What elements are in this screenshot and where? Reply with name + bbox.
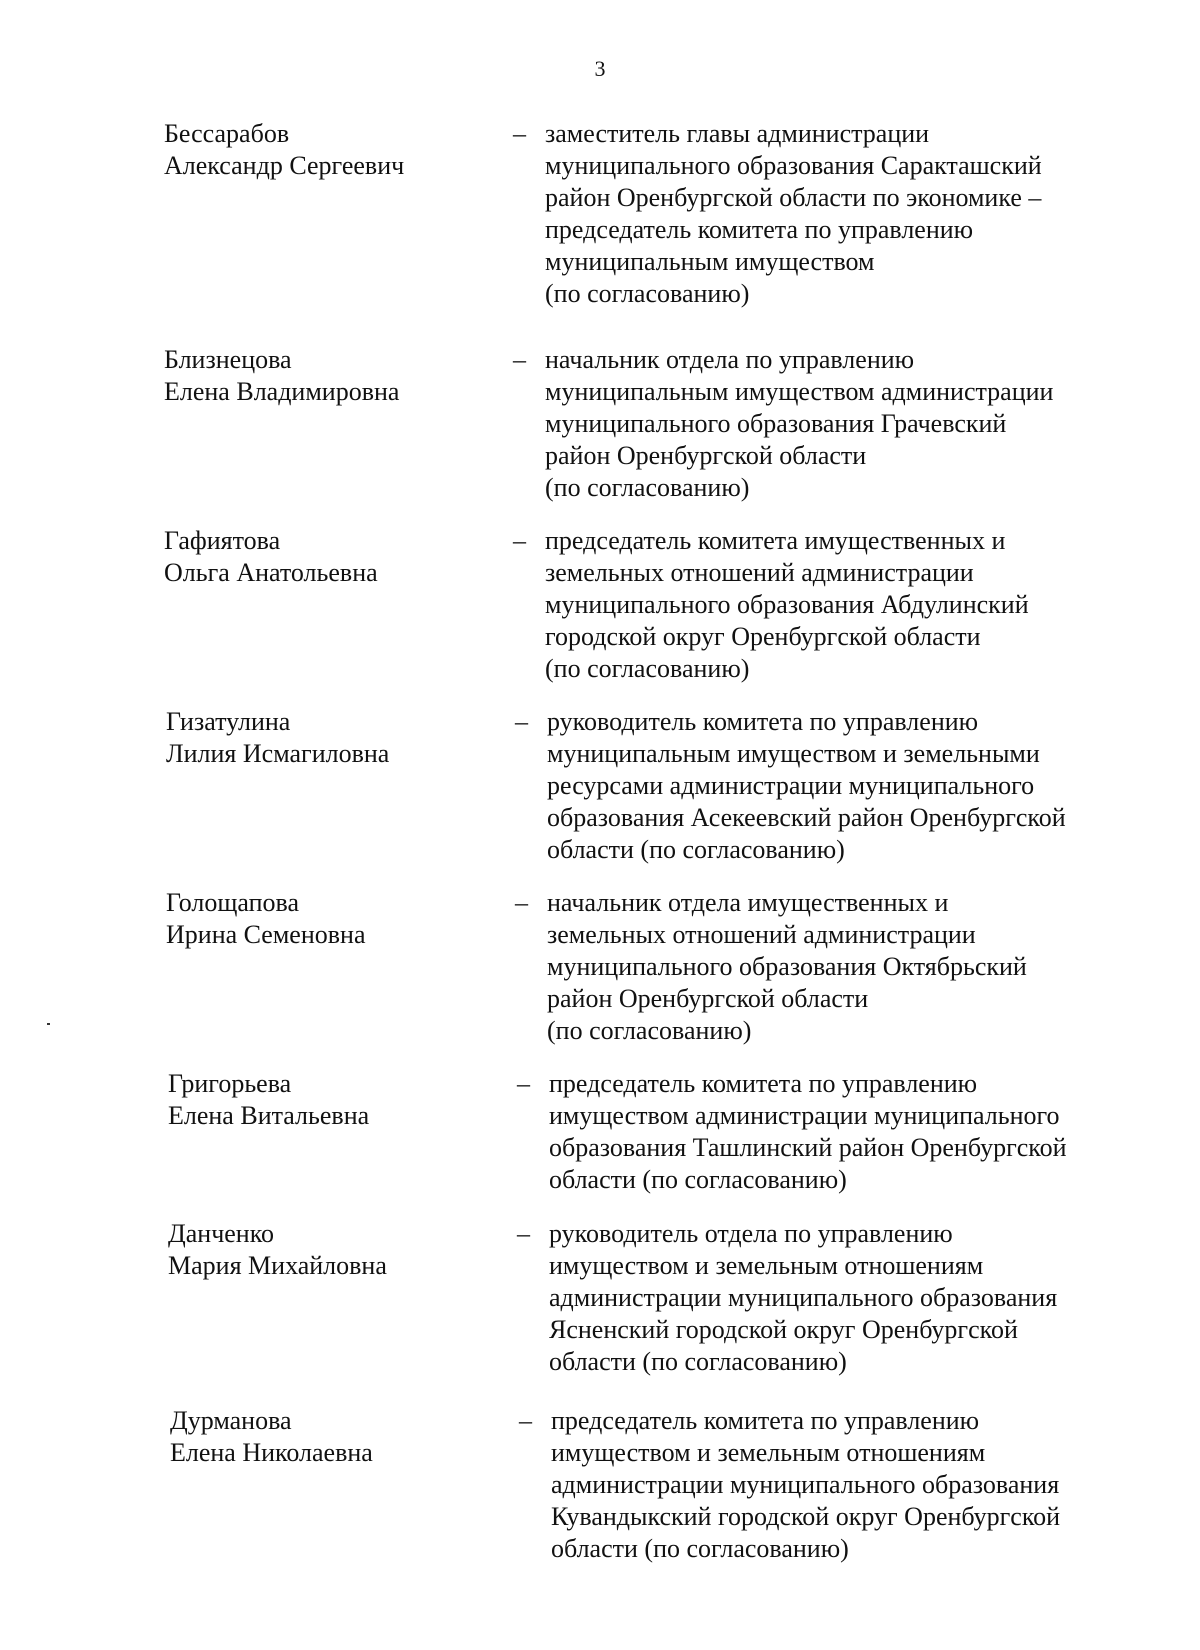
member-position: [549, 1218, 1149, 1378]
member-position-line: области (по согласованию): [547, 835, 845, 864]
member-position-line: администрации муниципального образования: [549, 1283, 1058, 1312]
member-position-line: председатель комитета по управлению: [545, 215, 974, 244]
member-dash: –: [519, 1406, 532, 1435]
member-position-line: муниципальным имуществом администрации: [545, 377, 1054, 406]
member-position-line: Кувандыкский городской округ Оренбургской: [551, 1502, 1061, 1531]
member-position-line: (по согласованию): [547, 1016, 752, 1045]
member-dash: –: [513, 345, 526, 374]
member-position-line: имуществом и земельным отношениям: [551, 1438, 986, 1467]
member-position-line: муниципального образования Абдулинский: [545, 590, 1029, 619]
member-surname: Бессарабов: [164, 119, 290, 148]
page-number: 3: [594, 56, 606, 81]
member-name: [164, 525, 494, 589]
member-position: [549, 1068, 1149, 1196]
member-position-line: (по согласованию): [545, 654, 750, 683]
member-given-names: Елена Витальевна: [168, 1101, 370, 1130]
member-position-line: председатель комитета по управлению: [549, 1069, 978, 1098]
member-surname: Голощапова: [166, 888, 299, 917]
member-position: [547, 706, 1147, 866]
member-surname: Гафиятова: [164, 526, 281, 555]
member-position-line: район Оренбургской области по экономике –: [545, 183, 1042, 212]
member-position-line: район Оренбургской области: [547, 984, 869, 1013]
member-given-names: Ольга Анатольевна: [164, 558, 378, 587]
member-given-names: Ирина Семеновна: [166, 920, 366, 949]
member-position-line: заместитель главы администрации: [545, 119, 930, 148]
member-position-line: земельных отношений администрации: [545, 558, 974, 587]
member-position-line: земельных отношений администрации: [547, 920, 976, 949]
member-given-names: Лилия Исмагиловна: [166, 739, 390, 768]
member-surname: Данченко: [168, 1219, 275, 1248]
member-position-line: руководитель отдела по управлению: [549, 1219, 953, 1248]
member-name: [166, 706, 496, 770]
member-position: [545, 344, 1145, 504]
member-position-line: (по согласованию): [545, 279, 750, 308]
member-position-line: (по согласованию): [545, 473, 750, 502]
member-dash: –: [513, 119, 526, 148]
scan-speck: [47, 1023, 50, 1025]
member-position-line: области (по согласованию): [549, 1347, 847, 1376]
member-position-line: муниципального образования Саракташский: [545, 151, 1042, 180]
member-position-line: муниципальным имуществом и земельными: [547, 739, 1040, 768]
member-given-names: Александр Сергеевич: [164, 151, 405, 180]
member-position-line: городской округ Оренбургской области: [545, 622, 981, 651]
member-dash: –: [515, 707, 528, 736]
member-position-line: муниципального образования Октябрьский: [547, 952, 1027, 981]
member-dash: –: [517, 1219, 530, 1248]
member-position-line: председатель комитета имущественных и: [545, 526, 1006, 555]
member-dash: –: [515, 888, 528, 917]
member-name: [168, 1218, 498, 1282]
member-position-line: руководитель комитета по управлению: [547, 707, 979, 736]
member-position-line: области (по согласованию): [549, 1165, 847, 1194]
member-position-line: области (по согласованию): [551, 1534, 849, 1563]
member-surname: Гизатулина: [166, 707, 291, 736]
member-position-line: председатель комитета по управлению: [551, 1406, 980, 1435]
member-position: [545, 118, 1145, 310]
member-given-names: Елена Владимировна: [164, 377, 400, 406]
member-position: [545, 525, 1145, 685]
member-dash: –: [517, 1069, 530, 1098]
member-dash: –: [513, 526, 526, 555]
member-position-line: имуществом и земельным отношениям: [549, 1251, 984, 1280]
member-name: [164, 344, 494, 408]
member-given-names: Мария Михайловна: [168, 1251, 387, 1280]
member-name: [164, 118, 494, 182]
member-position-line: образования Ташлинский район Оренбургской: [549, 1133, 1067, 1162]
member-position-line: ресурсами администрации муниципального: [547, 771, 1035, 800]
member-position-line: муниципальным имуществом: [545, 247, 875, 276]
member-name: [166, 887, 496, 951]
member-position-line: администрации муниципального образования: [551, 1470, 1060, 1499]
member-surname: Близнецова: [164, 345, 292, 374]
member-position-line: начальник отдела имущественных и: [547, 888, 949, 917]
member-surname: Дурманова: [170, 1406, 292, 1435]
member-given-names: Елена Николаевна: [170, 1438, 373, 1467]
member-name: [168, 1068, 498, 1132]
member-position: [547, 887, 1147, 1047]
member-position-line: имуществом администрации муниципального: [549, 1101, 1060, 1130]
member-position-line: начальник отдела по управлению: [545, 345, 915, 374]
member-position-line: район Оренбургской области: [545, 441, 867, 470]
member-position: [551, 1405, 1151, 1565]
member-surname: Григорьева: [168, 1069, 292, 1098]
member-position-line: муниципального образования Грачевский: [545, 409, 1007, 438]
member-position-line: образования Асекеевский район Оренбургской: [547, 803, 1066, 832]
member-name: [170, 1405, 500, 1469]
member-position-line: Ясненский городской округ Оренбургской: [549, 1315, 1018, 1344]
